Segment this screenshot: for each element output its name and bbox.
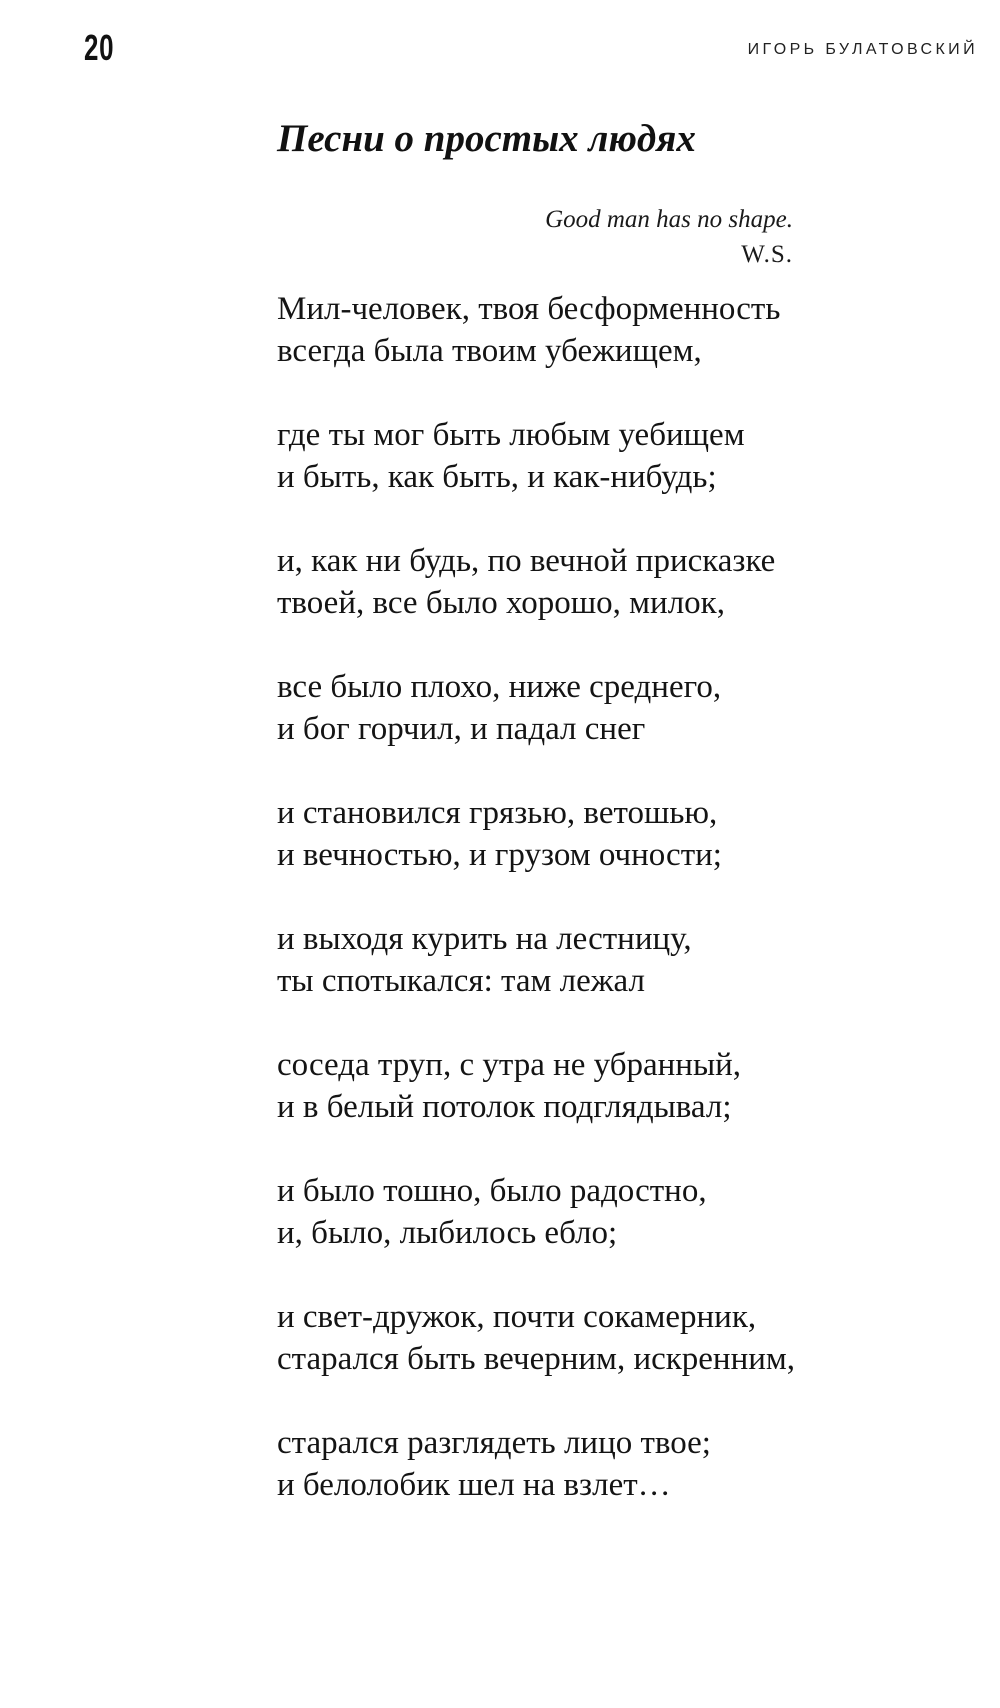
poem-line: и бог горчил, и падал снег — [277, 710, 646, 747]
stanza — [277, 289, 977, 372]
poem-line: старался разглядеть лицо твое; — [277, 1425, 711, 1461]
epigraph — [545, 202, 793, 272]
poem-line: старался быть вечерним, искренним, — [277, 1340, 796, 1377]
poem-line: всегда была твоим убежищем, — [277, 332, 702, 369]
poem-line: соседа труп, с утра не убранный, — [277, 1047, 742, 1083]
stanza — [277, 415, 977, 498]
poem-line: твоей, все было хорошо, милок, — [277, 584, 725, 621]
poem-line: и быть, как быть, и как-нибудь; — [277, 458, 717, 495]
poem-line: где ты мог быть любым уебищем — [277, 417, 745, 453]
poem-body — [277, 289, 977, 1549]
poem-line: и, было, лыбилось ебло; — [277, 1214, 618, 1251]
stanza — [277, 1171, 977, 1254]
epigraph-text: Good man has no shape. — [545, 206, 793, 233]
running-head-author: ИГОРЬ БУЛАТОВСКИЙ — [747, 41, 978, 58]
stanza — [277, 1423, 977, 1506]
epigraph-attribution: W.S. — [741, 241, 793, 268]
page-number: 20 — [84, 27, 115, 68]
stanza — [277, 541, 977, 624]
stanza — [277, 667, 977, 750]
poem-line: и, как ни будь, по вечной присказке — [277, 543, 776, 579]
stanza — [277, 1045, 977, 1128]
stanza — [277, 919, 977, 1002]
poem-line: и было тошно, было радостно, — [277, 1173, 707, 1209]
poem-line: ты спотыкался: там лежал — [277, 962, 645, 999]
poem-line: все было плохо, ниже среднего, — [277, 669, 722, 705]
stanza — [277, 1297, 977, 1380]
stanza — [277, 793, 977, 876]
poem-line: и белолобик шел на взлет… — [277, 1466, 671, 1503]
poem-line: и выходя курить на лестницу, — [277, 921, 692, 957]
poem-line: и в белый потолок подглядывал; — [277, 1088, 732, 1125]
poem-line: и свет-дружок, почти сокамерник, — [277, 1299, 757, 1335]
poem-line: и становился грязью, ветошью, — [277, 795, 718, 831]
poem-line: и вечностью, и грузом очности; — [277, 836, 722, 873]
poem-line: Мил-человек, твоя бесформенность — [277, 291, 781, 327]
poem-title: Песни о простых людях — [277, 117, 696, 160]
